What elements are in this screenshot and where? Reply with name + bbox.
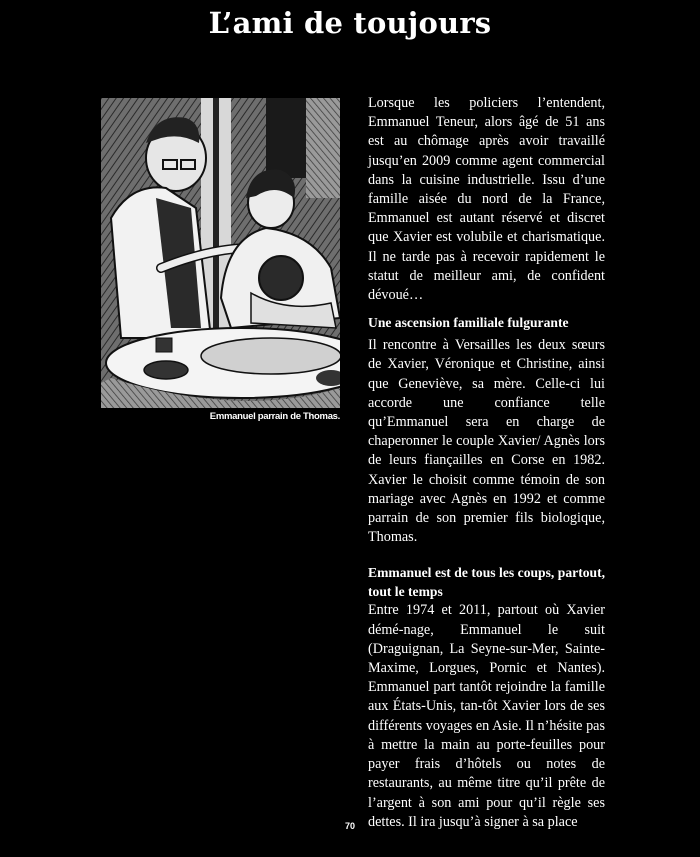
baptism-illustration	[101, 98, 340, 408]
section-paragraph: Il rencontre à Versailles les deux sœurs de Xavier, Véronique et Christine, ainsi que Geneviève, sa mère. Celle-ci lui accorde une confiance telle qu’Emmanuel sera en charge de chaperonner le couple Xavier/ Agnès lors de leurs fiançailles en Corse en 1982. Xavier le choisit comme témoin de son mariage avec Agnès en 1992 et comme parrain de son premier fils biologique, Thomas.	[368, 337, 605, 546]
article-column	[368, 94, 605, 832]
section-heading: Emmanuel est de tous les coups, partout, tout le temps	[368, 565, 605, 600]
section-paragraph: Entre 1974 et 2011, partout où Xavier démé-nage, Emmanuel le suit (Draguignan, La Seyne-sur-Mer, Sainte-Maxime, Lorgues, Pornic et Nantes). Emmanuel part tantôt rejoindre la famille aux États-Unis, tan-tôt Xavier lors de ses différents voyages en Asie. Il n’hésite pas à mettre la main au porte-feuilles pour payer frais d’hôtels ou notes de restaurants, au même titre qu’il prête de l’argent à son ami pour qu’il règle ses dettes. Il ira jusqu’à signer à sa place	[368, 602, 605, 830]
intro-paragraph: Lorsque les policiers l’entendent, Emmanuel Teneur, alors âgé de 51 ans est au chômage après avoir travaillé jusqu’en 2009 comme agent commercial dans la cuisine industrielle. Issu d’une famille aisée du nord de la France, Emmanuel est autant réservé et discret que Xavier est volubile et charismatique. Il ne tarde pas à recevoir rapidement le statut de meilleur ami, de confident dévoué…	[368, 95, 605, 304]
figure-caption: Emmanuel parrain de Thomas.	[209, 411, 340, 422]
page-number: 70	[344, 821, 355, 831]
page-title: L’ami de toujours	[208, 6, 492, 40]
section-heading: Une ascension familiale fulgurante	[368, 315, 569, 331]
